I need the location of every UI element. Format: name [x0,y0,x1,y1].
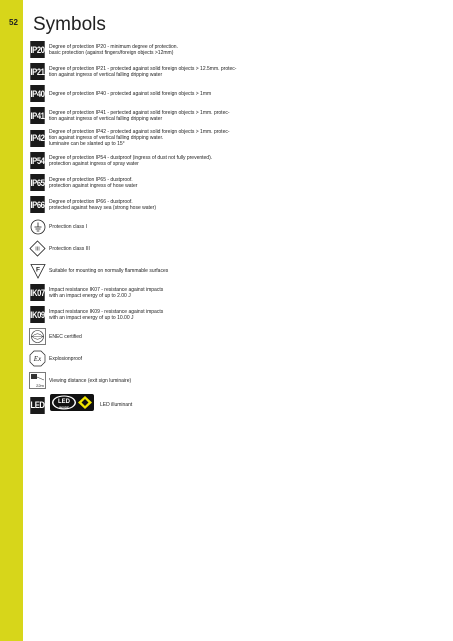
ip21-icon: IP21 [29,63,46,80]
symbol-ik07 [29,284,289,301]
viewing-distance-icon [29,372,46,389]
svg-text:LED: LED [58,399,70,405]
symbol-description: Degree of protection IP21 - protected against solid foreign objects > 12.5mm. protec- tion against ingress of vertical falling dripping water [49,65,237,78]
ip66-icon: IP66 [29,196,46,213]
symbol-ip20 [29,41,289,58]
symbol-viewing-distance [29,372,289,389]
flammable-surface-icon [29,262,46,279]
symbol-description: LED illuminant [100,402,133,408]
page-title: Symbols [33,14,106,35]
enec-icon [29,328,46,345]
symbol-protection-class-1 [29,218,289,235]
protection-class-1-icon [29,218,46,235]
sidebar-stripe [0,0,23,641]
symbol-protection-class-3 [29,240,289,257]
svg-text:F: F [35,266,40,273]
symbol-description: Degree of protection IP42 - protected against solid foreign objects > 1mm. protec- tion against ingress of vertical falling dripping water. luminaire can be slanted up to 15° [49,129,230,147]
symbol-ip65 [29,174,289,191]
svg-text:INSIDE: INSIDE [58,405,70,410]
symbol-led [29,394,289,416]
ip42-icon: IP42 [29,130,46,147]
symbol-ik09 [29,306,289,323]
symbol-ip41 [29,107,289,124]
symbol-description: Impact resistance IK09 - resistance against impacts with an impact energy of up to 10.00 J [49,308,164,321]
symbol-ip42 [29,129,289,147]
symbol-description: Degree of protection IP66 - dustproof. protected against heavy sea (strong hose water) [49,198,157,211]
symbol-description: Suitable for mounting on normally flammable surfaces [49,267,169,274]
ip41-icon: IP41 [29,107,46,124]
svg-text:Ex: Ex [33,355,42,363]
led-icon: LED [29,397,46,414]
symbol-ip66 [29,196,289,213]
ip54-icon: IP54 [29,152,46,169]
explosion-proof-icon [29,350,46,367]
svg-text:III: III [35,246,40,253]
symbol-ip54 [29,152,289,169]
symbol-flammable-surface [29,262,289,279]
symbol-description: ENEC certified [49,333,82,340]
symbol-description: Degree of protection IP54 - dustproof (ingress of dust not fully prevented). protection against ingress of spray water [49,154,213,167]
led-inside-logo [50,394,94,416]
ip65-icon: IP65 [29,174,46,191]
symbol-description: Viewing distance (exit sign luminaire) [49,377,132,384]
ik07-icon: IK07 [29,284,46,301]
symbol-ip40 [29,85,289,102]
symbol-description: Degree of protection IP41 - pertected against solid foreign objects > 1mm. protec- tion against ingress of vertical falling dripping water [49,109,230,122]
symbol-description: Protection class I [49,223,88,230]
svg-text:22m: 22m [36,383,44,388]
symbol-description: Degree of protection IP40 - protected against solid foreign objects > 1mm [49,90,212,97]
symbol-explosion-proof [29,350,289,367]
page-number: 52 [9,18,18,27]
symbol-ip21 [29,63,289,80]
symbol-description: Degree of protection IP65 - dustproof. protection against ingress of hose water [49,176,138,189]
symbol-description: Degree of protection IP20 - minimum degree of protection. basic protection (against fingers/foreign objects >12mm) [49,43,178,56]
symbol-list [29,41,289,421]
ik09-icon: IK09 [29,306,46,323]
symbol-enec [29,328,289,345]
ip40-icon: IP40 [29,85,46,102]
symbol-description: Impact resistance IK07 - resistance against impacts with an impact energy of up to 2.00 J [49,286,164,299]
protection-class-3-icon [29,240,46,257]
symbol-description: Protection class III [49,245,90,252]
ip20-icon: IP20 [29,41,46,58]
symbol-description: Explosionproof [49,355,83,362]
